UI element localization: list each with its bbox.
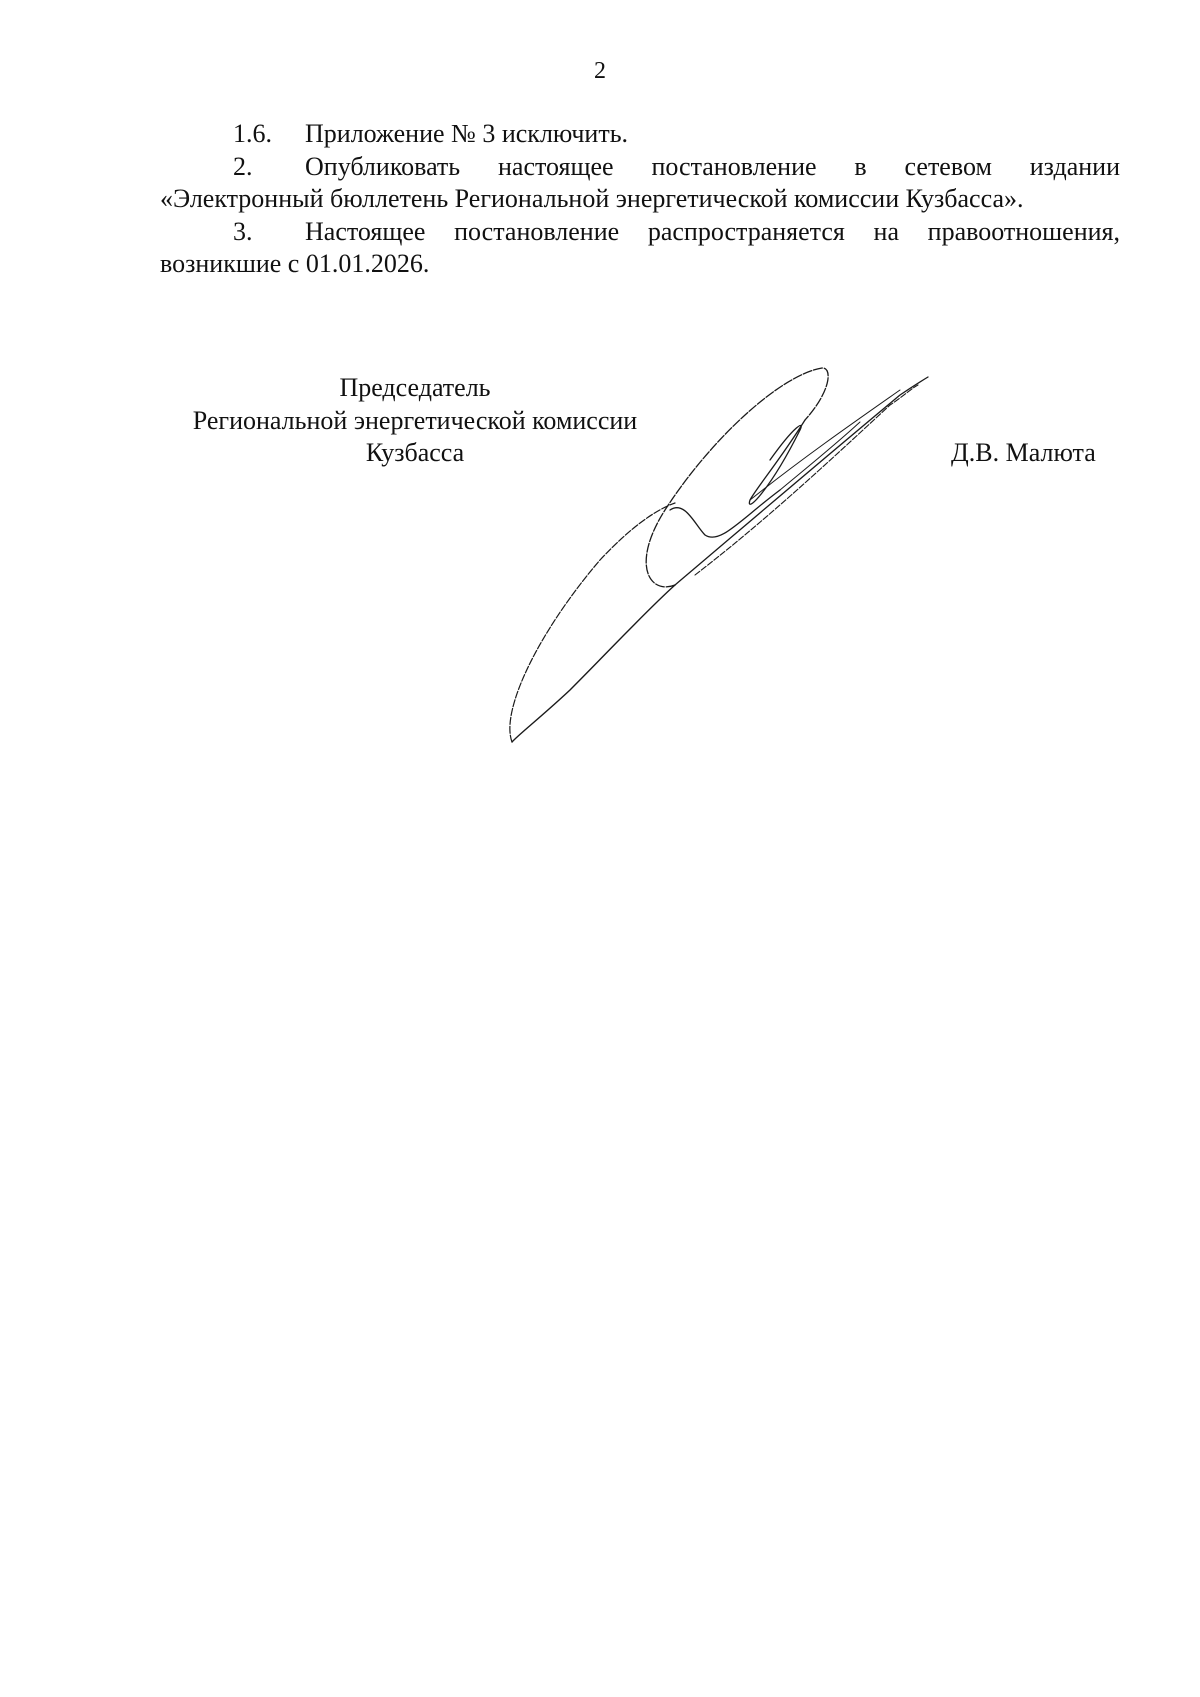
- page-number: 2: [594, 58, 606, 84]
- paragraph-number: 3.: [233, 216, 253, 246]
- signature-icon: [480, 350, 960, 750]
- paragraph-1-6: [160, 118, 1120, 151]
- paragraph-text: Опубликовать настоящее постановление в сетевом издании «Электронный бюллетень Региональной энергетической комиссии Кузбасса».: [160, 151, 1120, 213]
- paragraph-text: Приложение № 3 исключить.: [305, 119, 629, 148]
- signer-position-line: Кузбасса: [365, 438, 465, 467]
- paragraph-number: 1.6.: [233, 119, 272, 148]
- paragraph-number: 2.: [233, 151, 253, 181]
- paragraph-2: [160, 151, 1120, 216]
- paragraph-3: [160, 216, 1120, 281]
- signer-position-line: Председатель: [339, 373, 491, 402]
- signer-position-line: Региональной энергетической комиссии: [192, 405, 638, 435]
- signer-name: Д.В. Малюта: [951, 438, 1096, 467]
- document-body: [160, 118, 1120, 281]
- paragraph-text: Настоящее постановление распространяется на правоотношения, возникшие с 01.01.2026.: [160, 216, 1120, 278]
